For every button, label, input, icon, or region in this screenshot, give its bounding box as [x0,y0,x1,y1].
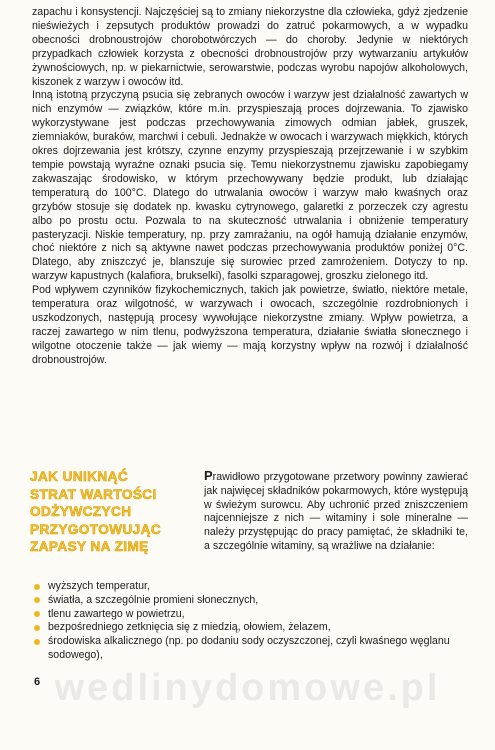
list-item: wyższych temperatur, [34,580,474,594]
heading-line: JAK UNIKNĄĆ [30,469,129,484]
intro-paragraph [204,469,468,554]
sensitivity-list [34,580,474,663]
paragraph-microorganisms: zapachu i konsystencji. Najczęściej są to zmiany niekorzystne dla człowieka, gdyż zjedzenie nieświeżych i zepsutych produktów prowadzi do zatruć pokarmowych, a w wypadku obecności drobnoustrojów chorobotwórczych — do choroby. Jedynie w niektórych przypadkach człowiek korzysta z obecności drobnoustrojów przy wytwarzaniu artykułów żywnościowych, np. w piekarnictwie, serowarstwie, podczas wyrobu napojów alkoholowych, kiszonek z warzyw i owoców itd. [32,6,468,88]
bullet-dot-icon [34,639,40,645]
heading-line: PRZYGOTOWUJĄC [30,521,162,537]
page-number: 6 [34,676,41,688]
intro-text: rawidłowo przygotowane przetwory powinny zawierać jak najwięcej składników pokarmowych, które występują w świeżym surowcu. Aby uchronić przed zniszczeniem najcenniejsze z nich — witaminy i sole mineralne — należy przystępując do pracy pamiętać, że składniki te, a szczególnie witaminy, są wrażliwe na działanie: [204,471,468,552]
bullet-dot-icon [34,625,40,631]
heading-line: ODŻYWCZYCH [30,504,132,519]
list-item: tlenu zawartego w powietrzu, [34,608,474,622]
list-item: środowiska alkalicznego (np. po dodaniu sody oczyszczonej, czyli kwaśnego węglanu sodowego), [34,635,474,663]
paragraph-physicochemical: Pod wpływem czynników fizykochemicznych, takich jak powietrze, światło, niektóre metale, temperatura oraz wilgotność, w warzywach i owocach, szczególnie rozdrobnionych i uszkodzonych, następują procesy wywołujące niekorzystne zmiany. Wpływ powietrza, a raczej zawartego w nim tlenu, podwyższona temperatura, działanie światła słonecznego i wilgotne otoczenie także — jak wiemy — mają korzystny wpływ na rozwój i działalność drobnoustrojów. [32,284,468,366]
heading-line: STRAT WARTOŚCI [30,486,157,502]
bullet-dot-icon [34,611,40,617]
watermark: wedlinydomowe.pl [54,667,441,709]
body-text [32,6,468,368]
section-heading [30,468,196,556]
list-item: bezpośredniego zetknięcia się z miedzią, ołowiem, żelazem, [34,621,474,635]
bullet-dot-icon [34,597,40,603]
drop-letter: P [204,468,213,483]
paragraph-enzymes: Inną istotną przyczyną psucia się zebranych owoców i warzyw jest działalność zawartych w nich enzymów — związków, które m.in. przyspieszają proces dojrzewania. To zjawisko wykorzystywane jest podczas przechowywania zimowych odmian jabłek, gruszek, ziemniaków, buraków, marchwi i cebuli. Jednakże w owocach i warzywach miękkich, których okres dojrzewania jest krótszy, czynne enzymy przyspieszają przejrzewanie i w szybkim tempie powstają wyraźne oznaki psucia się. Temu niekorzystnemu zjawisku zapobiegamy zakwaszając środowisko, w którym przechowywany będzie produkt, lub działając temperaturą do 100°C. Dlatego do utrwalania owoców i warzyw mało kwaśnych oraz grzybów stosuje się dodatek np. kwasku cytrynowego, galaretki z porzeczek czy agrestu albo po prostu octu. Pozwala to na skuteczność utrwalania i obniżenie temperatury pasteryzacji. Niskie temperatury, np. przy zamrażaniu, na ogół hamują działanie enzymów, choć niektóre z nich są aktywne nawet podczas przechowywania produktów poniżej 0°C. Dlatego, aby zniszczyć je, blanszuje się surowiec przed zamrożeniem. Dotyczy to np. warzyw kapustnych (kalafiora, brukselki), fasolki szparagowej, groszku zielonego itd. [32,89,468,283]
heading-line: ZAPASY NA ZIMĘ [30,539,149,554]
list-item: światła, a szczególnie promieni słonecznych, [34,594,474,608]
bullet-dot-icon [34,584,40,590]
